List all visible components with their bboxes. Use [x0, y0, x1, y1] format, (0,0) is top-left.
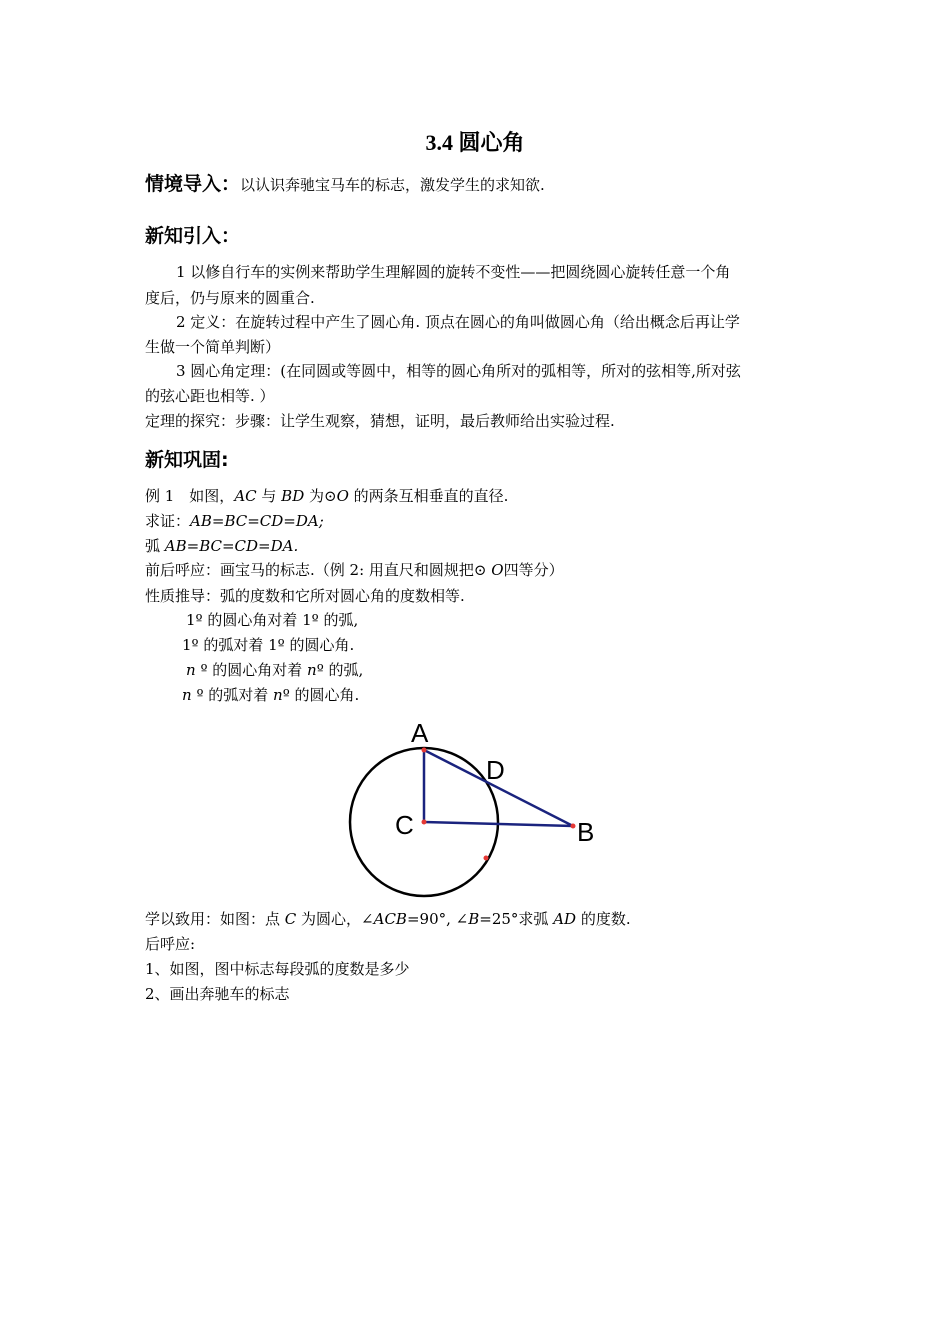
label-a: A [411, 718, 429, 748]
point-arc [484, 856, 489, 861]
rule-4: n º 的弧对着 nº 的圆心角. [182, 686, 360, 704]
intro-paragraph [145, 174, 545, 195]
point-a [422, 748, 427, 753]
rule-2: 1º 的弧对着 1º 的圆心角. [182, 636, 355, 654]
arc-line: 弧 AB=BC=CD=DA. [145, 537, 299, 555]
nk-p1-line2: 度后，仍与原来的圆重合. [145, 289, 315, 307]
example-1: 例 1 如图，AC 与 BD 为⊙O 的两条互相垂直的直径. [145, 487, 509, 505]
nk-explore: 定理的探究：步骤：让学生观察，猜想，证明，最后教师给出实验过程. [145, 412, 615, 430]
rule-3: n º 的圆心角对着 nº 的弧, [186, 661, 364, 679]
nk-p2-line2: 生做一个简单判断） [145, 338, 281, 356]
after-label: 后呼应: [145, 935, 196, 953]
nk-p3-line2: 的弦心距也相等. ） [145, 387, 275, 405]
label-d: D [486, 755, 505, 785]
label-b: B [577, 817, 595, 847]
new-knowledge-heading: 新知引入： [145, 225, 241, 247]
echo-line: 前后呼应：画宝马的标志.（例 2: 用直尺和圆规把⊙ O四等分） [145, 561, 564, 579]
after-q2: 2、画出奔驰车的标志 [145, 985, 290, 1003]
label-c: C [395, 810, 414, 840]
point-c [422, 820, 427, 825]
nk-p2-line1: 2 定义：在旋转过程中产生了圆心角. 顶点在圆心的角叫做圆心角（给出概念后再让学 [176, 313, 740, 331]
apply-line: 学以致用：如图：点 C 为圆心，∠ACB=90°, ∠B=25°求弧 AD 的度数. [145, 910, 631, 928]
prove-line: 求证：AB=BC=CD=DA; [145, 512, 324, 530]
point-b [571, 824, 576, 829]
page-title: 3.4 圆心角 [425, 130, 525, 155]
property-line: 性质推导：弧的度数和它所对圆心角的度数相等. [145, 587, 465, 605]
nk-p1-line1: 1 以修自行车的实例来帮助学生理解圆的旋转不变性——把圆绕圆心旋转任意一个角 [176, 263, 731, 281]
consolidate-heading: 新知巩固: [145, 449, 229, 471]
after-q1: 1、如图，图中标志每段弧的度数是多少 [145, 960, 410, 978]
circle-figure [340, 710, 620, 900]
intro-heading: 情境导入： [145, 173, 241, 195]
nk-p3-line1: 3 圆心角定理：(在同圆或等圆中，相等的圆心角所对的弧相等，所对的弦相等,所对弦 [176, 362, 741, 380]
intro-text: 以认识奔驰宝马车的标志，激发学生的求知欲. [240, 176, 545, 194]
rule-1: 1º 的圆心角对着 1º 的弧, [186, 611, 359, 629]
